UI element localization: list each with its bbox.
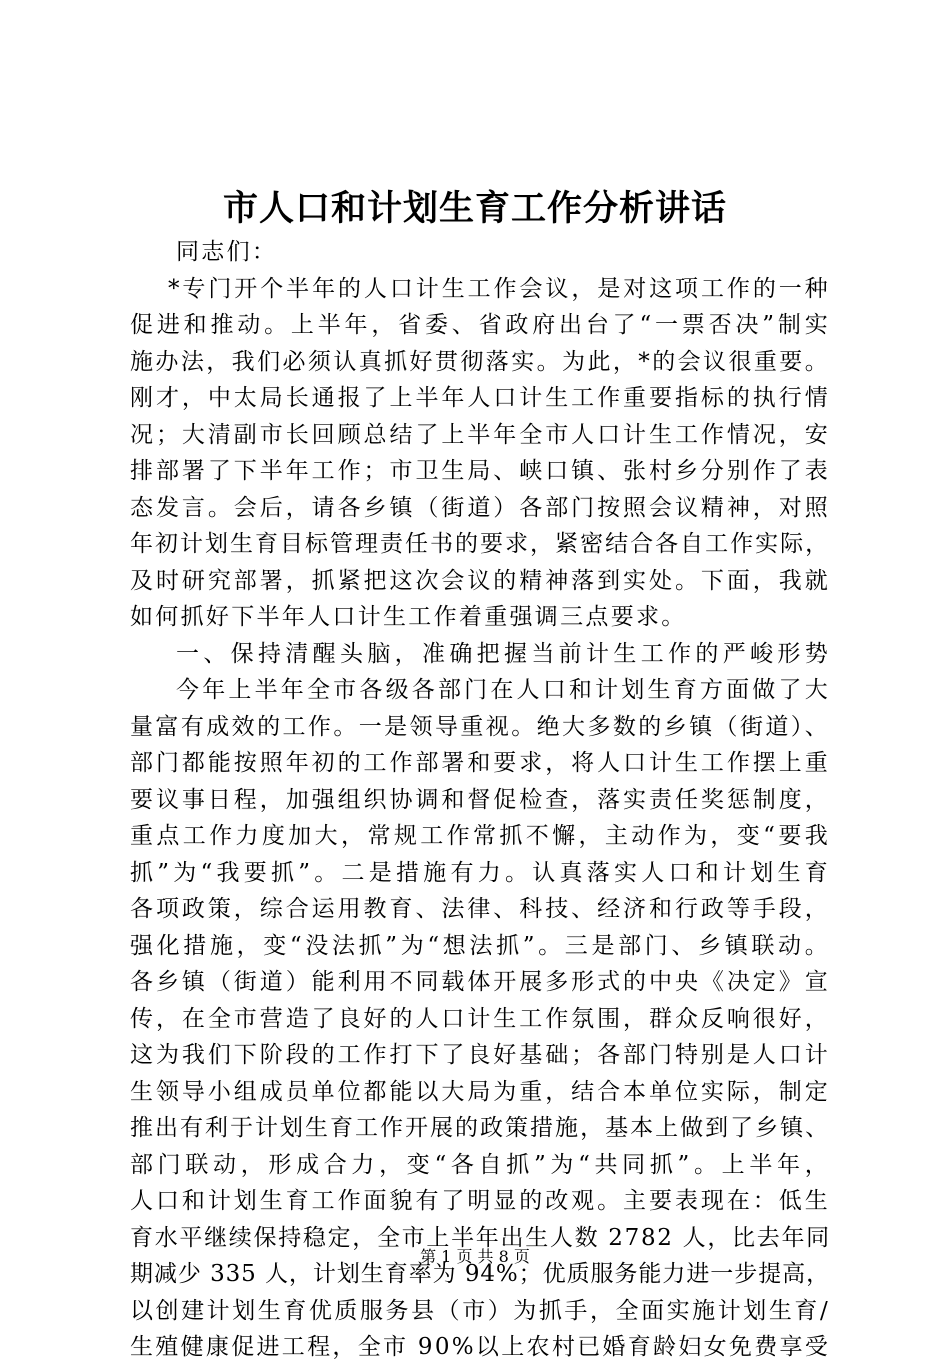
body-line: 育水平继续保持稳定，全市上半年出生人数 2782 人，比去年同: [130, 1224, 831, 1251]
body-line: 生领导小组成员单位都能以大局为重，结合本单位实际，制定: [130, 1078, 830, 1105]
body-line: 各项政策，综合运用教育、法律、科技、经济和行政等手段，: [130, 896, 830, 922]
body-line: 以创建计划生育优质服务县（市）为抓手，全面实施计划生育/: [130, 1297, 830, 1324]
body-line: 这为我们下阶段的工作打下了良好基础；各部门特别是人口计: [130, 1042, 830, 1068]
body-line: 各乡镇（街道）能利用不同载体开展多形式的中央《决定》宣: [130, 969, 830, 995]
document-title: 市人口和计划生育工作分析讲话: [222, 188, 727, 229]
body-line: 年初计划生育目标管理责任书的要求，紧密结合各自工作实际，: [130, 531, 830, 557]
body-line: 重点工作力度加大，常规工作常抓不懈，主动作为，变“要我: [130, 823, 830, 849]
page-footer: 第 1 页 共 8 页: [420, 1247, 530, 1266]
body-line: *专门开个半年的人口计生工作会议，是对这项工作的一种: [168, 275, 830, 302]
body-line: 刚才，中太局长通报了上半年人口计生工作重要指标的执行情: [130, 385, 830, 411]
body-line: 传，在全市营造了良好的人口计生工作氛围，群众反响很好，: [130, 1005, 830, 1032]
section-heading: 一、保持清醒头脑，准确把握当前计生工作的严峻形势: [176, 640, 830, 667]
body-line: 部门都能按照年初的工作部署和要求，将人口计生工作摆上重: [130, 750, 830, 776]
body-line: 施办法，我们必须认真抓好贯彻落实。为此，*的会议很重要。: [130, 348, 830, 375]
body-line: 要议事日程，加强组织协调和督促检查，落实责任奖惩制度，: [130, 786, 830, 813]
body-line: 强化措施，变“没法抓”为“想法抓”。三是部门、乡镇联动。: [130, 932, 830, 959]
document-body: [130, 234, 830, 1366]
body-line: 及时研究部署，抓紧把这次会议的精神落到实处。下面，我就: [130, 567, 830, 594]
body-line: 促进和推动。上半年，省委、省政府出台了“一票否决”制实: [130, 312, 830, 338]
body-line: 推出有利于计划生育工作开展的政策措施，基本上做到了乡镇、: [130, 1115, 830, 1141]
body-line: 量富有成效的工作。一是领导重视。绝大多数的乡镇（街道）、: [130, 713, 830, 740]
body-line: 期减少 335 人，计划生育率为 94%；优质服务能力进一步提高，: [130, 1261, 830, 1287]
body-line: 人口和计划生育工作面貌有了明显的改观。主要表现在：低生: [130, 1188, 830, 1214]
body-line: 排部署了下半年工作；市卫生局、峡口镇、张村乡分别作了表: [130, 458, 830, 484]
body-line: 抓”为“我要抓”。二是措施有力。认真落实人口和计划生育: [130, 859, 830, 886]
body-line: 态发言。会后，请各乡镇（街道）各部门按照会议精神，对照: [130, 494, 830, 521]
body-line: 部门联动，形成合力，变“各自抓”为“共同抓”。上半年，: [130, 1151, 830, 1178]
salutation-line: 同志们：: [176, 239, 278, 265]
body-line: 况；大清副市长回顾总结了上半年全市人口计生工作情况，安: [130, 421, 830, 448]
body-line: 如何抓好下半年人口计生工作着重强调三点要求。: [130, 604, 687, 630]
body-line: 生殖健康促进工程，全市 90%以上农村已婚育龄妇女免费享受: [130, 1334, 831, 1360]
body-line: 今年上半年全市各级各部门在人口和计划生育方面做了大: [176, 677, 830, 703]
